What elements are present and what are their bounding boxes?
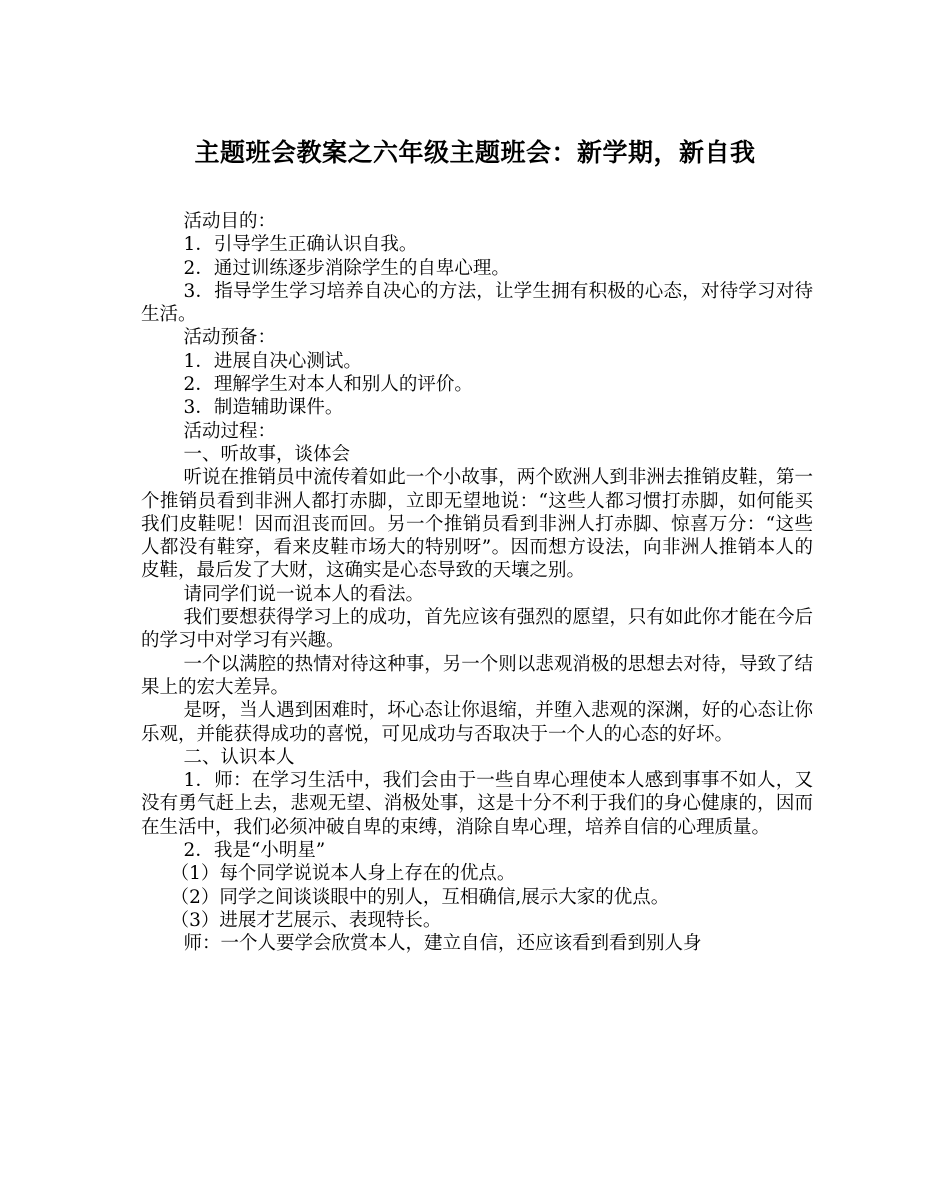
paragraph: 师：一个人要学会欣赏本人，建立自信，还应该看到看到别人身 xyxy=(183,933,702,955)
paragraph: 请同学们说一说本人的看法。 xyxy=(183,583,425,605)
paragraph: （3）进展才艺展示、表现特长。 xyxy=(170,909,442,931)
paragraph: 1．师：在学习生活中，我们会由于一些自卑心理使本人感到事事不如人，又没有勇气赶上去，悲观无望、消极处事，这是十分不利于我们的身心健康的，因而在生活中，我们必须冲破自卑的束缚，消除自卑心理，培养自信的心理质量。 xyxy=(141,770,813,838)
paragraph: 我们要想获得学习上的成功，首先应该有强烈的愿望，只有如此你才能在今后的学习中对学习有兴趣。 xyxy=(141,607,813,652)
paragraph: 3．指导学生学习培养自决心的方法，让学生拥有积极的心态，对待学习对待生活。 xyxy=(141,280,813,326)
paragraph: 活动过程： xyxy=(183,420,277,442)
paragraph: 二、认识本人 xyxy=(183,746,295,768)
paragraph: （1）每个同学说说本人身上存在的优点。 xyxy=(170,863,516,885)
paragraph: 一、听故事，谈体会 xyxy=(183,443,351,465)
paragraph: 1．进展自决心测试。 xyxy=(183,350,362,372)
paragraph: 活动目的： xyxy=(183,211,277,232)
paragraph: （2）同学之间谈谈眼中的别人，互相确信,展示大家的优点。 xyxy=(170,886,670,908)
document-title: 主题班会教案之六年级主题班会：新学期，新自我 xyxy=(194,138,756,167)
document-body xyxy=(141,210,813,956)
paragraph: 是呀，当人遇到困难时，坏心态让你退缩，并堕入悲观的深渊，好的心态让你乐观，并能获得成功的喜悦，可见成功与否取决于一个人的心态的好坏。 xyxy=(141,700,813,745)
paragraph: 2．通过训练逐步消除学生的自卑心理。 xyxy=(183,257,510,279)
paragraph: 1．引导学生正确认识自我。 xyxy=(183,234,418,256)
paragraph: 3．制造辅助课件。 xyxy=(183,397,344,419)
paragraph: 一个以满腔的热情对待这种事，另一个则以悲观消极的思想去对待，导致了结果上的宏大差异。 xyxy=(141,653,813,698)
paragraph: 听说在推销员中流传着如此一个小故事，两个欧洲人到非洲去推销皮鞋，第一个推销员看到非洲人都打赤脚，立即无望地说：“这些人都习惯打赤脚，如何能买我们皮鞋呢！因而沮丧而回。另一个推销员看到非洲人打赤脚、惊喜万分：“这些人都没有鞋穿，看来皮鞋市场大的特别呀”。因而想方设法，向非洲人推销本人的皮鞋，最后发了大财，这确实是心态导致的天壤之别。 xyxy=(141,467,813,582)
paragraph: 活动预备： xyxy=(183,327,277,349)
paragraph: 2．理解学生对本人和别人的评价。 xyxy=(183,374,473,396)
paragraph: 2．我是“小明星” xyxy=(183,840,326,862)
